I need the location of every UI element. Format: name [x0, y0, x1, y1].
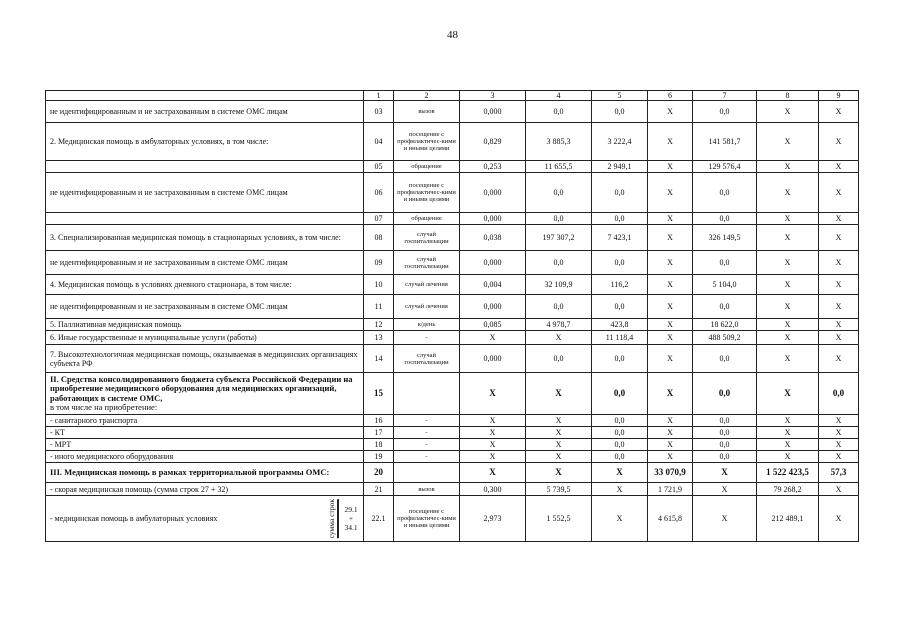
- row-value-c9: X: [819, 295, 859, 319]
- row-unit: случай госпитализации: [394, 345, 460, 373]
- row-unit: вызов: [394, 101, 460, 123]
- row-value-c6: X: [648, 275, 693, 295]
- row-value-c6: X: [648, 295, 693, 319]
- row-value-c5: X: [592, 483, 648, 496]
- row-unit: обращение: [394, 161, 460, 173]
- table-row: [46, 161, 859, 173]
- row-value-c5: 0,0: [592, 427, 648, 439]
- row-value-c8: 1 522 423,5: [757, 463, 819, 483]
- row-value-c3: 0,300: [460, 483, 526, 496]
- row-name: - санитарного транспорта: [46, 415, 364, 427]
- row-value-c5: 116,2: [592, 275, 648, 295]
- row-name: не идентифицированным и не застрахованным в системе ОМС лицам: [46, 173, 364, 213]
- row-value-c6: X: [648, 173, 693, 213]
- row-value-c3: 0,000: [460, 101, 526, 123]
- table-row: [46, 345, 859, 373]
- table-row: [46, 275, 859, 295]
- row-value-c4: X: [526, 331, 592, 345]
- row-value-c3: 0,085: [460, 319, 526, 331]
- row-name: - иного медицинского оборудования: [46, 451, 364, 463]
- row-value-c4: 0,0: [526, 251, 592, 275]
- row-value-c6: X: [648, 101, 693, 123]
- vertical-label: сумма строк: [327, 498, 336, 539]
- row-value-c8: X: [757, 331, 819, 345]
- row-value-c7: 0,0: [693, 173, 757, 213]
- row-value-c9: X: [819, 173, 859, 213]
- sum-line: +: [348, 514, 354, 523]
- table-row: [46, 319, 859, 331]
- row-value-c8: X: [757, 439, 819, 451]
- row-value-c5: 0,0: [592, 345, 648, 373]
- row-code: 22.1: [364, 496, 394, 542]
- sum-line: 34.1: [344, 523, 358, 532]
- row-code: 17: [364, 427, 394, 439]
- row-value-c7: 0,0: [693, 451, 757, 463]
- row-value-c8: X: [757, 295, 819, 319]
- row-value-c4: 0,0: [526, 295, 592, 319]
- row-name: 6. Иные государственные и муниципальные услуги (работы): [46, 331, 364, 345]
- row-value-c9: X: [819, 101, 859, 123]
- table-row: [46, 427, 859, 439]
- row-unit: вызов: [394, 483, 460, 496]
- row-unit: -: [394, 331, 460, 345]
- row-c7: X: [693, 496, 757, 542]
- row-code: 09: [364, 251, 394, 275]
- row-unit: случай лечения: [394, 295, 460, 319]
- row-value-c6: X: [648, 161, 693, 173]
- row-code: 08: [364, 225, 394, 251]
- row-value-c3: 0,829: [460, 123, 526, 161]
- table-row: [46, 463, 859, 483]
- header-cell: 3: [460, 91, 526, 101]
- row-value-c4: 0,0: [526, 101, 592, 123]
- table-row: [46, 483, 859, 496]
- row-code: 13: [364, 331, 394, 345]
- row-value-c8: X: [757, 101, 819, 123]
- row-value-c3: 0,038: [460, 225, 526, 251]
- row-value-c6: X: [648, 345, 693, 373]
- header-row: [46, 91, 859, 101]
- row-value-c7: 0,0: [693, 101, 757, 123]
- header-cell: 8: [757, 91, 819, 101]
- row-value-c3: X: [460, 331, 526, 345]
- row-name-sub: в том числе на приобретение:: [50, 402, 158, 412]
- row-value-c4: X: [526, 415, 592, 427]
- row-value-c5: 423,8: [592, 319, 648, 331]
- row-code: 18: [364, 439, 394, 451]
- row-value-c5: X: [592, 463, 648, 483]
- row-value-c7: 5 104,0: [693, 275, 757, 295]
- table-row: [46, 331, 859, 345]
- row-value-c6: X: [648, 427, 693, 439]
- row-value-c3: X: [460, 451, 526, 463]
- row-value-c5: 0,0: [592, 101, 648, 123]
- row-value-c6: X: [648, 225, 693, 251]
- row-value-c7: 488 509,2: [693, 331, 757, 345]
- row-value-c3: 0,000: [460, 345, 526, 373]
- row-value-c9: X: [819, 251, 859, 275]
- row-value-c8: X: [757, 275, 819, 295]
- table-row: [46, 439, 859, 451]
- row-unit: [394, 463, 460, 483]
- table-row: [46, 451, 859, 463]
- row-name: III. Медицинская помощь в рамках территориальной программы ОМС:: [46, 463, 364, 483]
- row-value-c4: 11 655,5: [526, 161, 592, 173]
- row-value-c8: X: [757, 451, 819, 463]
- row-value-c9: X: [819, 439, 859, 451]
- row-name: 5. Паллиативная медицинская помощь: [46, 319, 364, 331]
- row-value-c4: X: [526, 439, 592, 451]
- row-value-c7: 326 149,5: [693, 225, 757, 251]
- row-value-c8: X: [757, 225, 819, 251]
- row-value-c9: 57,3: [819, 463, 859, 483]
- row-value-c7: 141 581,7: [693, 123, 757, 161]
- row-value-c5: 0,0: [592, 439, 648, 451]
- row-name: - МРТ: [46, 439, 364, 451]
- row-code: 15: [364, 373, 394, 415]
- row-value-c6: X: [648, 319, 693, 331]
- row-c4: 1 552,5: [526, 496, 592, 542]
- header-cell: 6: [648, 91, 693, 101]
- row-value-c5: 0,0: [592, 295, 648, 319]
- row-value-c7: 0,0: [693, 415, 757, 427]
- row-value-c9: X: [819, 331, 859, 345]
- table-row: [46, 123, 859, 161]
- row-value-c8: X: [757, 251, 819, 275]
- row-value-c9: 0,0: [819, 373, 859, 415]
- header-cell: 9: [819, 91, 859, 101]
- row-value-c5: 0,0: [592, 213, 648, 225]
- row-code: 14: [364, 345, 394, 373]
- row-value-c4: 3 885,3: [526, 123, 592, 161]
- row-name-split: [46, 496, 364, 542]
- row-value-c7: 0,0: [693, 427, 757, 439]
- row-name: - медицинская помощь в амбулаторных условиях: [50, 514, 218, 523]
- row-unit: случай госпитализации: [394, 225, 460, 251]
- row-value-c6: X: [648, 415, 693, 427]
- row-unit: к/день: [394, 319, 460, 331]
- row-unit: -: [394, 415, 460, 427]
- row-value-c4: X: [526, 427, 592, 439]
- row-value-c6: X: [648, 439, 693, 451]
- row-value-c6: 1 721,9: [648, 483, 693, 496]
- row-value-c5: 3 222,4: [592, 123, 648, 161]
- row-c9: X: [819, 496, 859, 542]
- row-code: 19: [364, 451, 394, 463]
- table-row: [46, 173, 859, 213]
- row-value-c9: X: [819, 319, 859, 331]
- row-value-c8: X: [757, 427, 819, 439]
- row-code: 04: [364, 123, 394, 161]
- header-cell: [46, 91, 364, 101]
- table-row: [46, 415, 859, 427]
- row-value-c3: 0,000: [460, 213, 526, 225]
- row-c5: X: [592, 496, 648, 542]
- row-code: 06: [364, 173, 394, 213]
- header-cell: 4: [526, 91, 592, 101]
- row-value-c5: 11 118,4: [592, 331, 648, 345]
- row-c3: 2,973: [460, 496, 526, 542]
- row-value-c9: X: [819, 415, 859, 427]
- row-name: 2. Медицинская помощь в амбулаторных условиях, в том числе:: [46, 123, 364, 161]
- row-value-c5: 7 423,1: [592, 225, 648, 251]
- row-name: 3. Специализированная медицинская помощь в стационарных условиях, в том числе:: [46, 225, 364, 251]
- table-row: [46, 225, 859, 251]
- row-code: 10: [364, 275, 394, 295]
- row-name-main: II. Средства консолидированного бюджета субъекта Российской Федерации на приобретение медицинского оборудования для медицинских организаций, работающих в системе ОМС,: [50, 373, 353, 403]
- row-value-c3: 0,000: [460, 173, 526, 213]
- row-c8: 212 489,1: [757, 496, 819, 542]
- row-value-c6: X: [648, 331, 693, 345]
- row-value-c4: 0,0: [526, 213, 592, 225]
- row-name: [46, 161, 364, 173]
- row-value-c9: X: [819, 345, 859, 373]
- row-code: 07: [364, 213, 394, 225]
- row-value-c8: X: [757, 173, 819, 213]
- row-value-c5: 0,0: [592, 251, 648, 275]
- row-value-c4: 0,0: [526, 345, 592, 373]
- row-name: 4. Медицинская помощь в условиях дневного стационара, в том числе:: [46, 275, 364, 295]
- row-value-c9: X: [819, 451, 859, 463]
- row-value-c7: 18 622,0: [693, 319, 757, 331]
- row-value-c8: X: [757, 373, 819, 415]
- row-value-c5: 0,0: [592, 415, 648, 427]
- row-value-c5: 2 949,1: [592, 161, 648, 173]
- row-code: 05: [364, 161, 394, 173]
- row-code: 03: [364, 101, 394, 123]
- row-value-c7: 0,0: [693, 439, 757, 451]
- row-name: 7. Высокотехнологичная медицинская помощь, оказываемая в медицинских организациях субъекта РФ: [46, 345, 364, 373]
- report-table: [45, 90, 859, 542]
- row-name: не идентифицированным и не застрахованным в системе ОМС лицам: [46, 251, 364, 275]
- row-name: не идентифицированным и не застрахованным в системе ОМС лицам: [46, 101, 364, 123]
- row-name: - КТ: [46, 427, 364, 439]
- row-value-c9: X: [819, 275, 859, 295]
- table-row: [46, 295, 859, 319]
- row-unit: обращение: [394, 213, 460, 225]
- row-value-c3: 0,000: [460, 295, 526, 319]
- row-value-c4: 32 109,9: [526, 275, 592, 295]
- row-value-c4: X: [526, 463, 592, 483]
- table-row: [46, 496, 859, 542]
- row-value-c5: 0,0: [592, 451, 648, 463]
- row-value-c4: X: [526, 451, 592, 463]
- row-name: [46, 373, 364, 415]
- row-value-c3: 0,253: [460, 161, 526, 173]
- row-value-c8: X: [757, 213, 819, 225]
- row-name: [46, 213, 364, 225]
- header-cell: 7: [693, 91, 757, 101]
- row-value-c3: X: [460, 415, 526, 427]
- table-row: [46, 373, 859, 415]
- row-value-c7: 0,0: [693, 295, 757, 319]
- row-unit: посещение с профилактичес-кими и иными целями: [394, 173, 460, 213]
- row-value-c9: X: [819, 123, 859, 161]
- row-value-c8: 79 268,2: [757, 483, 819, 496]
- row-value-c7: 0,0: [693, 213, 757, 225]
- row-value-c3: 0,004: [460, 275, 526, 295]
- row-value-c6: X: [648, 251, 693, 275]
- row-code: 21: [364, 483, 394, 496]
- row-c6: 4 615,8: [648, 496, 693, 542]
- table-row: [46, 251, 859, 275]
- row-value-c6: X: [648, 451, 693, 463]
- sum-rows: [338, 499, 363, 538]
- row-value-c5: 0,0: [592, 373, 648, 415]
- row-code: 11: [364, 295, 394, 319]
- row-value-c4: 5 739,5: [526, 483, 592, 496]
- table-row: [46, 101, 859, 123]
- row-value-c8: X: [757, 161, 819, 173]
- row-code: 20: [364, 463, 394, 483]
- row-value-c8: X: [757, 123, 819, 161]
- row-value-c9: X: [819, 213, 859, 225]
- row-value-c7: 0,0: [693, 345, 757, 373]
- row-unit: [394, 373, 460, 415]
- row-value-c8: X: [757, 319, 819, 331]
- row-value-c8: X: [757, 345, 819, 373]
- row-value-c6: X: [648, 373, 693, 415]
- row-value-c8: X: [757, 415, 819, 427]
- row-value-c7: 0,0: [693, 251, 757, 275]
- row-value-c7: 129 576,4: [693, 161, 757, 173]
- row-unit: случай лечения: [394, 275, 460, 295]
- row-code: 16: [364, 415, 394, 427]
- row-unit: посещение с профилактичес-кими и иными целями: [394, 123, 460, 161]
- row-value-c3: 0,000: [460, 251, 526, 275]
- header-cell: 2: [394, 91, 460, 101]
- row-value-c7: X: [693, 483, 757, 496]
- page-number: 48: [447, 29, 458, 41]
- row-name: - скорая медицинская помощь (сумма строк 27 + 32): [46, 483, 364, 496]
- row-unit: -: [394, 439, 460, 451]
- row-value-c4: 197 307,2: [526, 225, 592, 251]
- row-value-c6: X: [648, 123, 693, 161]
- row-value-c9: X: [819, 225, 859, 251]
- row-value-c7: X: [693, 463, 757, 483]
- row-value-c9: X: [819, 161, 859, 173]
- row-value-c6: 33 070,9: [648, 463, 693, 483]
- table-row: [46, 213, 859, 225]
- row-value-c9: X: [819, 483, 859, 496]
- header-cell: 1: [364, 91, 394, 101]
- row-unit: -: [394, 451, 460, 463]
- row-name: не идентифицированным и не застрахованным в системе ОМС лицам: [46, 295, 364, 319]
- row-value-c3: X: [460, 463, 526, 483]
- row-code: 12: [364, 319, 394, 331]
- header-cell: 5: [592, 91, 648, 101]
- row-value-c6: X: [648, 213, 693, 225]
- row-unit: -: [394, 427, 460, 439]
- row-value-c4: 0,0: [526, 173, 592, 213]
- row-value-c4: X: [526, 373, 592, 415]
- row-value-c9: X: [819, 427, 859, 439]
- row-unit: случай госпитализации: [394, 251, 460, 275]
- sum-line: 29.1: [344, 505, 358, 514]
- row-value-c7: 0,0: [693, 373, 757, 415]
- row-unit: посещение с профилактичес-кими и иными целями: [394, 496, 460, 542]
- row-value-c5: 0,0: [592, 173, 648, 213]
- row-value-c3: X: [460, 427, 526, 439]
- row-value-c3: X: [460, 373, 526, 415]
- row-value-c3: X: [460, 439, 526, 451]
- row-value-c4: 4 978,7: [526, 319, 592, 331]
